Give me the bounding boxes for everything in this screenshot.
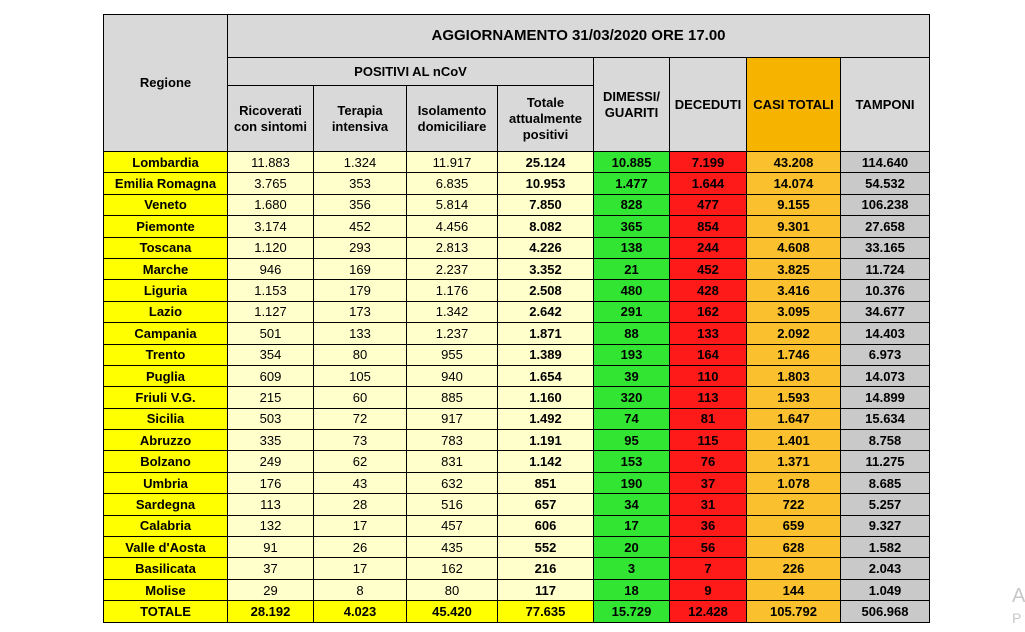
cell-ricoverati: 113 (228, 494, 314, 515)
cell-ricoverati: 335 (228, 430, 314, 451)
cell-isolamento: 955 (407, 344, 498, 365)
cell-regione: Liguria (104, 280, 228, 301)
cell-terapia: 72 (314, 408, 407, 429)
cell-deceduti: 115 (670, 430, 747, 451)
cell-totale-positivi: 216 (498, 558, 594, 579)
cell-deceduti: 36 (670, 515, 747, 536)
cell-casi-totali: 1.401 (747, 430, 841, 451)
cell-terapia: 43 (314, 472, 407, 493)
cell-tamponi: 1.582 (841, 537, 930, 558)
cell-casi-totali: 9.155 (747, 194, 841, 215)
cell-regione: Piemonte (104, 216, 228, 237)
covid-data-table (103, 14, 930, 623)
cell-deceduti: 133 (670, 323, 747, 344)
cell-isolamento: 80 (407, 579, 498, 600)
cell-isolamento: 2.813 (407, 237, 498, 258)
cell-totale-positivi: 4.226 (498, 237, 594, 258)
table-row (104, 558, 930, 579)
cell-terapia: 73 (314, 430, 407, 451)
cell-isolamento: 917 (407, 408, 498, 429)
cell-dimessi: 193 (594, 344, 670, 365)
table-row (104, 280, 930, 301)
cell-deceduti: 76 (670, 451, 747, 472)
header-totale-positivi: Totale attualmente positivi (498, 86, 594, 152)
cell-totale-positivi: 1.191 (498, 430, 594, 451)
cell-terapia: 452 (314, 216, 407, 237)
table-row (104, 237, 930, 258)
cell-dimessi: 88 (594, 323, 670, 344)
header-casi-totali: CASI TOTALI (747, 58, 841, 152)
cell-terapia: 169 (314, 258, 407, 279)
cell-deceduti: 452 (670, 258, 747, 279)
table-row (104, 152, 930, 173)
cell-ricoverati: 1.680 (228, 194, 314, 215)
cell-terapia: 356 (314, 194, 407, 215)
table-row (104, 365, 930, 386)
header-isolamento: Isolamento domiciliare (407, 86, 498, 152)
cell-tamponi: 15.634 (841, 408, 930, 429)
header-deceduti: DECEDUTI (670, 58, 747, 152)
table-row (104, 515, 930, 536)
cell-casi-totali: 14.074 (747, 173, 841, 194)
table-row (104, 216, 930, 237)
cell-dimessi: 39 (594, 365, 670, 386)
cell-totale-positivi: 851 (498, 472, 594, 493)
cell-dimessi: 15.729 (594, 601, 670, 622)
cell-casi-totali: 226 (747, 558, 841, 579)
cell-tamponi: 11.275 (841, 451, 930, 472)
cell-terapia: 8 (314, 579, 407, 600)
table-row (104, 451, 930, 472)
cell-deceduti: 12.428 (670, 601, 747, 622)
cell-terapia: 28 (314, 494, 407, 515)
cell-terapia: 353 (314, 173, 407, 194)
cell-deceduti: 7.199 (670, 152, 747, 173)
cell-regione: Puglia (104, 365, 228, 386)
cell-regione: Marche (104, 258, 228, 279)
cell-deceduti: 164 (670, 344, 747, 365)
cell-isolamento: 11.917 (407, 152, 498, 173)
cell-tamponi: 14.073 (841, 365, 930, 386)
cell-tamponi: 114.640 (841, 152, 930, 173)
cell-deceduti: 7 (670, 558, 747, 579)
cell-deceduti: 244 (670, 237, 747, 258)
cell-deceduti: 1.644 (670, 173, 747, 194)
cell-isolamento: 783 (407, 430, 498, 451)
cell-casi-totali: 144 (747, 579, 841, 600)
cell-totale-positivi: 25.124 (498, 152, 594, 173)
table-row (104, 579, 930, 600)
cell-deceduti: 9 (670, 579, 747, 600)
cell-isolamento: 435 (407, 537, 498, 558)
cell-dimessi: 21 (594, 258, 670, 279)
cell-ricoverati: 1.127 (228, 301, 314, 322)
cell-ricoverati: 37 (228, 558, 314, 579)
cell-isolamento: 516 (407, 494, 498, 515)
cell-dimessi: 291 (594, 301, 670, 322)
cell-tamponi: 1.049 (841, 579, 930, 600)
cell-deceduti: 31 (670, 494, 747, 515)
cell-deceduti: 854 (670, 216, 747, 237)
cell-totale-positivi: 1.871 (498, 323, 594, 344)
cell-isolamento: 1.342 (407, 301, 498, 322)
cell-isolamento: 162 (407, 558, 498, 579)
table-row (104, 173, 930, 194)
cell-casi-totali: 3.416 (747, 280, 841, 301)
cell-ricoverati: 1.153 (228, 280, 314, 301)
cell-deceduti: 162 (670, 301, 747, 322)
cell-casi-totali: 2.092 (747, 323, 841, 344)
cell-tamponi: 14.899 (841, 387, 930, 408)
table-title: AGGIORNAMENTO 31/03/2020 ORE 17.00 (228, 15, 930, 58)
cell-dimessi: 3 (594, 558, 670, 579)
cell-ricoverati: 28.192 (228, 601, 314, 622)
cell-tamponi: 33.165 (841, 237, 930, 258)
cell-totale-positivi: 606 (498, 515, 594, 536)
cell-tamponi: 8.758 (841, 430, 930, 451)
cell-casi-totali: 1.746 (747, 344, 841, 365)
cell-tamponi: 5.257 (841, 494, 930, 515)
table-row (104, 408, 930, 429)
cell-deceduti: 56 (670, 537, 747, 558)
cell-deceduti: 37 (670, 472, 747, 493)
cell-tamponi: 10.376 (841, 280, 930, 301)
cell-deceduti: 81 (670, 408, 747, 429)
cell-terapia: 62 (314, 451, 407, 472)
cell-deceduti: 110 (670, 365, 747, 386)
cell-terapia: 1.324 (314, 152, 407, 173)
cell-totale-positivi: 77.635 (498, 601, 594, 622)
cell-dimessi: 34 (594, 494, 670, 515)
table-row (104, 387, 930, 408)
cell-isolamento: 632 (407, 472, 498, 493)
cell-terapia: 293 (314, 237, 407, 258)
cell-regione: Umbria (104, 472, 228, 493)
cell-dimessi: 20 (594, 537, 670, 558)
edge-glyph-p: P (1012, 610, 1022, 626)
cell-regione: Sardegna (104, 494, 228, 515)
cell-ricoverati: 3.174 (228, 216, 314, 237)
cell-ricoverati: 91 (228, 537, 314, 558)
cell-casi-totali: 1.078 (747, 472, 841, 493)
table-row (104, 472, 930, 493)
cell-casi-totali: 105.792 (747, 601, 841, 622)
cell-casi-totali: 9.301 (747, 216, 841, 237)
total-row (104, 601, 930, 622)
cell-totale-positivi: 2.508 (498, 280, 594, 301)
cell-totale-positivi: 8.082 (498, 216, 594, 237)
cell-tamponi: 34.677 (841, 301, 930, 322)
cell-casi-totali: 1.593 (747, 387, 841, 408)
header-positivi-group: POSITIVI AL nCoV (228, 58, 594, 86)
table-row (104, 301, 930, 322)
cell-dimessi: 153 (594, 451, 670, 472)
cell-dimessi: 828 (594, 194, 670, 215)
cell-ricoverati: 354 (228, 344, 314, 365)
cell-terapia: 17 (314, 558, 407, 579)
cell-dimessi: 95 (594, 430, 670, 451)
cell-totale-positivi: 1.654 (498, 365, 594, 386)
cell-totale-positivi: 1.160 (498, 387, 594, 408)
cell-ricoverati: 29 (228, 579, 314, 600)
cell-tamponi: 6.973 (841, 344, 930, 365)
cell-totale-positivi: 7.850 (498, 194, 594, 215)
cell-isolamento: 45.420 (407, 601, 498, 622)
header-terapia: Terapia intensiva (314, 86, 407, 152)
cell-dimessi: 138 (594, 237, 670, 258)
cell-terapia: 4.023 (314, 601, 407, 622)
cell-ricoverati: 609 (228, 365, 314, 386)
cell-casi-totali: 659 (747, 515, 841, 536)
cell-dimessi: 190 (594, 472, 670, 493)
cell-ricoverati: 501 (228, 323, 314, 344)
cell-isolamento: 5.814 (407, 194, 498, 215)
cell-totale-positivi: 117 (498, 579, 594, 600)
cell-ricoverati: 176 (228, 472, 314, 493)
cell-terapia: 173 (314, 301, 407, 322)
cell-deceduti: 113 (670, 387, 747, 408)
cell-ricoverati: 3.765 (228, 173, 314, 194)
table-row (104, 258, 930, 279)
cell-tamponi: 54.532 (841, 173, 930, 194)
cell-ricoverati: 215 (228, 387, 314, 408)
cell-tamponi: 106.238 (841, 194, 930, 215)
cell-regione: Campania (104, 323, 228, 344)
cell-terapia: 179 (314, 280, 407, 301)
cell-dimessi: 18 (594, 579, 670, 600)
cell-tamponi: 14.403 (841, 323, 930, 344)
table-row (104, 194, 930, 215)
cell-dimessi: 1.477 (594, 173, 670, 194)
cell-tamponi: 11.724 (841, 258, 930, 279)
cell-casi-totali: 43.208 (747, 152, 841, 173)
cell-ricoverati: 503 (228, 408, 314, 429)
cell-regione: Molise (104, 579, 228, 600)
cell-regione: Bolzano (104, 451, 228, 472)
cell-isolamento: 1.237 (407, 323, 498, 344)
header-regione: Regione (104, 15, 228, 152)
cell-isolamento: 6.835 (407, 173, 498, 194)
cell-totale-positivi: 10.953 (498, 173, 594, 194)
cell-ricoverati: 946 (228, 258, 314, 279)
cell-casi-totali: 1.371 (747, 451, 841, 472)
cell-deceduti: 428 (670, 280, 747, 301)
header-tamponi: TAMPONI (841, 58, 930, 152)
cell-regione: Trento (104, 344, 228, 365)
cell-regione: Valle d'Aosta (104, 537, 228, 558)
cell-terapia: 60 (314, 387, 407, 408)
edge-glyph-a: A (1012, 585, 1025, 607)
cell-deceduti: 477 (670, 194, 747, 215)
cell-isolamento: 831 (407, 451, 498, 472)
cell-regione: TOTALE (104, 601, 228, 622)
header-ricoverati: Ricoverati con sintomi (228, 86, 314, 152)
cell-terapia: 133 (314, 323, 407, 344)
table-row (104, 494, 930, 515)
cell-dimessi: 320 (594, 387, 670, 408)
cell-ricoverati: 11.883 (228, 152, 314, 173)
cell-terapia: 26 (314, 537, 407, 558)
cell-regione: Lombardia (104, 152, 228, 173)
cell-dimessi: 74 (594, 408, 670, 429)
cell-casi-totali: 722 (747, 494, 841, 515)
cell-terapia: 17 (314, 515, 407, 536)
cell-regione: Emilia Romagna (104, 173, 228, 194)
cell-isolamento: 885 (407, 387, 498, 408)
cell-isolamento: 457 (407, 515, 498, 536)
cell-regione: Veneto (104, 194, 228, 215)
cell-ricoverati: 249 (228, 451, 314, 472)
cell-dimessi: 480 (594, 280, 670, 301)
table-row (104, 537, 930, 558)
cell-regione: Basilicata (104, 558, 228, 579)
cell-tamponi: 9.327 (841, 515, 930, 536)
cell-isolamento: 4.456 (407, 216, 498, 237)
cell-regione: Lazio (104, 301, 228, 322)
cell-regione: Calabria (104, 515, 228, 536)
cell-regione: Sicilia (104, 408, 228, 429)
cell-totale-positivi: 1.389 (498, 344, 594, 365)
table-row (104, 323, 930, 344)
cell-regione: Toscana (104, 237, 228, 258)
cell-totale-positivi: 2.642 (498, 301, 594, 322)
cell-ricoverati: 132 (228, 515, 314, 536)
cell-casi-totali: 4.608 (747, 237, 841, 258)
cell-casi-totali: 1.647 (747, 408, 841, 429)
table-body (104, 152, 930, 623)
cell-regione: Friuli V.G. (104, 387, 228, 408)
cell-terapia: 80 (314, 344, 407, 365)
cell-terapia: 105 (314, 365, 407, 386)
cell-dimessi: 365 (594, 216, 670, 237)
cell-totale-positivi: 552 (498, 537, 594, 558)
cell-casi-totali: 3.825 (747, 258, 841, 279)
cell-isolamento: 1.176 (407, 280, 498, 301)
cell-casi-totali: 628 (747, 537, 841, 558)
table-row (104, 430, 930, 451)
cell-tamponi: 2.043 (841, 558, 930, 579)
cell-totale-positivi: 1.492 (498, 408, 594, 429)
cell-ricoverati: 1.120 (228, 237, 314, 258)
cell-regione: Abruzzo (104, 430, 228, 451)
cell-tamponi: 506.968 (841, 601, 930, 622)
cell-tamponi: 8.685 (841, 472, 930, 493)
cell-totale-positivi: 1.142 (498, 451, 594, 472)
cell-totale-positivi: 657 (498, 494, 594, 515)
cell-isolamento: 2.237 (407, 258, 498, 279)
cell-tamponi: 27.658 (841, 216, 930, 237)
cell-casi-totali: 3.095 (747, 301, 841, 322)
cell-casi-totali: 1.803 (747, 365, 841, 386)
cell-isolamento: 940 (407, 365, 498, 386)
cell-dimessi: 17 (594, 515, 670, 536)
header-dimessi: DIMESSI/ GUARITI (594, 58, 670, 152)
cell-totale-positivi: 3.352 (498, 258, 594, 279)
cell-dimessi: 10.885 (594, 152, 670, 173)
table-row (104, 344, 930, 365)
